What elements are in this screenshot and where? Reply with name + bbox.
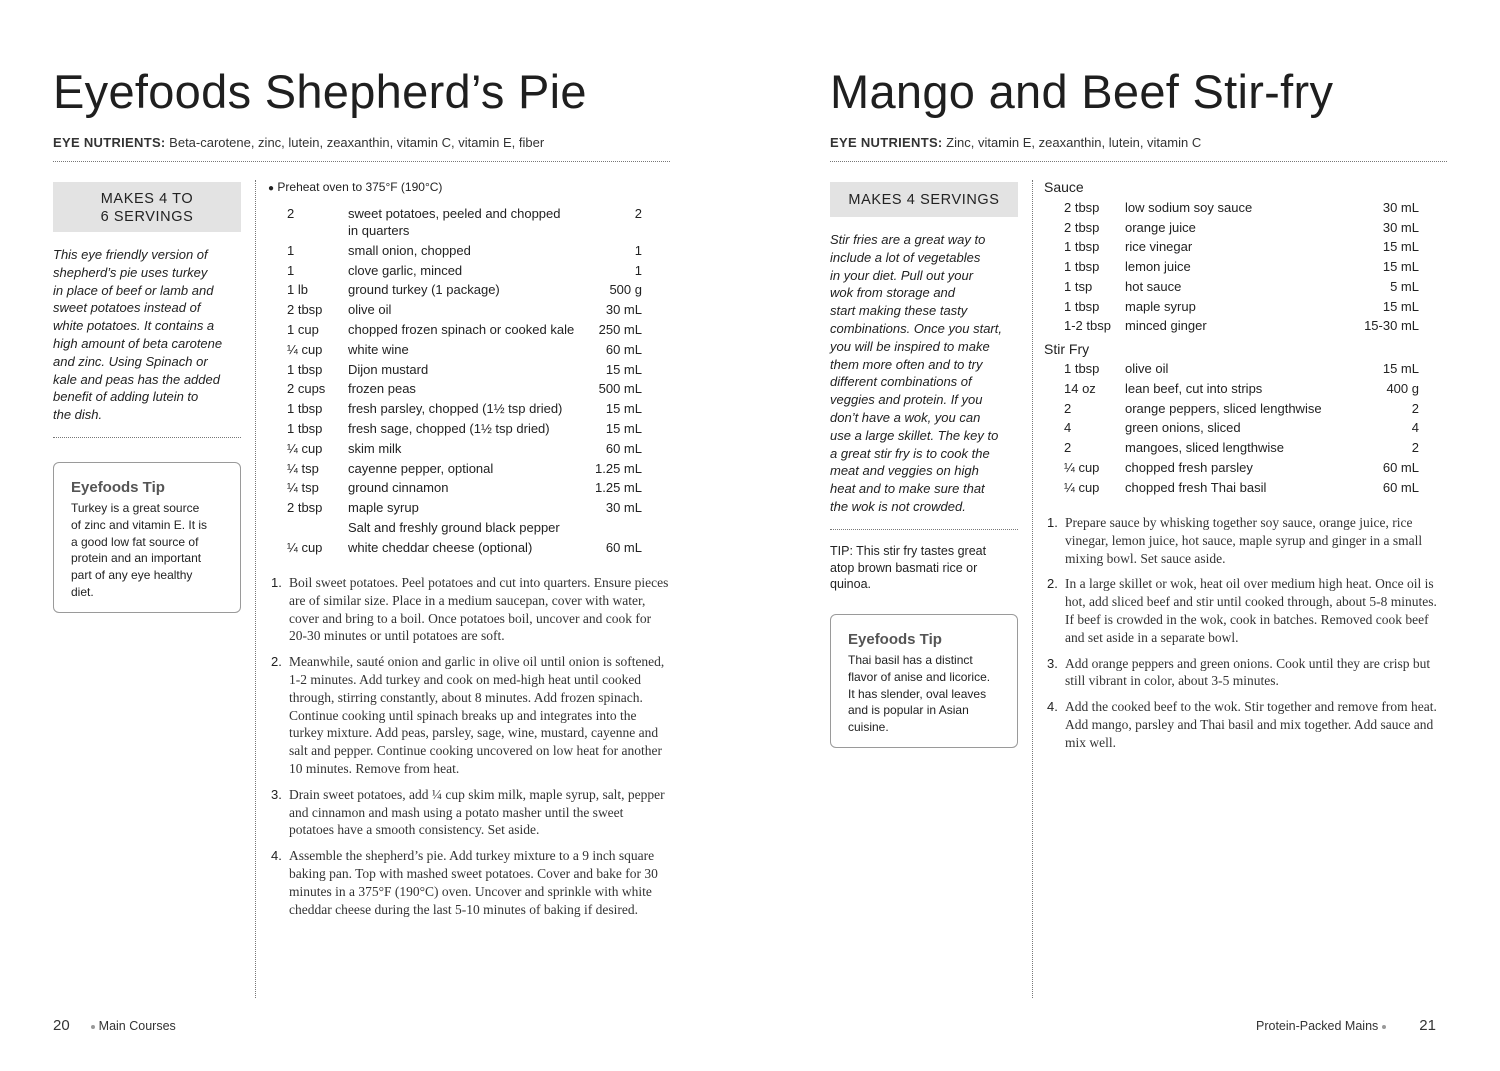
tip-line bbox=[830, 576, 1020, 593]
column-divider bbox=[1032, 180, 1033, 998]
tip-line: of zinc and vitamin E. It is bbox=[71, 517, 208, 532]
ingredient-row bbox=[287, 480, 642, 500]
eye-nutrients-label: EYE NUTRIENTS: bbox=[53, 135, 166, 150]
tip-line: diet. bbox=[71, 584, 94, 599]
tip-line bbox=[830, 560, 1020, 577]
tip-line: cuisine. bbox=[848, 720, 889, 735]
page-footer bbox=[53, 1017, 176, 1034]
bullet-icon bbox=[1382, 1025, 1386, 1029]
servings-line: 6 SERVINGS bbox=[100, 209, 194, 225]
ingredient-metric: 15 mL bbox=[1382, 361, 1419, 376]
divider bbox=[830, 161, 1447, 162]
bullet-icon bbox=[91, 1025, 95, 1029]
ingredient-quantity: 14 oz bbox=[1064, 380, 1096, 396]
intro-line: use a large skillet. The key to bbox=[830, 427, 999, 443]
sauce-heading: Sauce bbox=[1044, 179, 1084, 195]
step-text: Boil sweet potatoes. Peel potatoes and cut into quarters. Ensure pieces are of similar size. Place in a medium saucepan, cover with water, cover and bring to a boil. Once potatoes boil, uncover and cook for 20-30 minutes or until potatoes are soft. bbox=[289, 575, 669, 644]
ingredient-metric: 60 mL bbox=[1382, 479, 1419, 495]
method-step bbox=[271, 847, 671, 918]
ingredient-name: small onion, chopped bbox=[348, 242, 471, 258]
intro-line: include a lot of vegetables bbox=[830, 249, 981, 265]
recipe-intro bbox=[53, 246, 248, 424]
step-text: Assemble the shepherd’s pie. Add turkey mixture to a 9 inch square baking pan. Top with mashed sweet potatoes. Cover and bake for 30 minutes in a 375°F (190°C) oven. Uncover and sprinkle with white cheddar cheese during the last 5-10 minutes of baking if desired. bbox=[289, 848, 658, 917]
ingredient-row bbox=[287, 322, 642, 342]
recipe-title: Eyefoods Shepherd’s Pie bbox=[53, 65, 587, 118]
ingredient-quantity: 2 bbox=[1064, 400, 1072, 416]
ingredient-row bbox=[1064, 239, 1419, 259]
ingredient-name: white wine bbox=[348, 341, 409, 357]
servings-line: MAKES 4 SERVINGS bbox=[848, 192, 1000, 208]
tip-text bbox=[71, 500, 207, 601]
ingredient-metric: 30 mL bbox=[605, 302, 642, 318]
ingredient-quantity: 1 bbox=[287, 262, 295, 278]
intro-line: different combinations of bbox=[830, 374, 972, 390]
intro-line: don’t have a wok, you can bbox=[830, 409, 981, 425]
ingredient-name: white cheddar cheese (optional) bbox=[348, 539, 533, 555]
ingredient-row bbox=[287, 401, 642, 421]
ingredient-name: chopped fresh Thai basil bbox=[1125, 479, 1267, 495]
ingredient-quantity: ¼ cup bbox=[1064, 479, 1100, 495]
ingredient-quantity: 1 tbsp bbox=[287, 361, 323, 377]
intro-line: veggies and protein. If you bbox=[830, 392, 983, 408]
method-step bbox=[1047, 575, 1447, 646]
intro-line: a great stir fry is to cook the bbox=[830, 445, 990, 461]
method-step bbox=[271, 574, 671, 645]
intro-line: combinations. Once you start, bbox=[830, 320, 1002, 336]
ingredient-quantity: 2 cups bbox=[287, 381, 326, 397]
ingredient-quantity: 1 tbsp bbox=[1064, 361, 1100, 376]
ingredient-quantity: 2 tbsp bbox=[287, 302, 323, 318]
ingredient-name: olive oil bbox=[1125, 361, 1169, 376]
step-number: 1. bbox=[1047, 515, 1058, 530]
ingredient-name: chopped fresh parsley bbox=[1125, 460, 1253, 475]
ingredient-name: minced ginger bbox=[1125, 318, 1207, 334]
preheat-text: Preheat oven to 375°F (190°C) bbox=[277, 180, 443, 194]
tip-line: protein and an important bbox=[71, 551, 202, 566]
preheat-note: ● Preheat oven to 375°F (190°C) bbox=[268, 180, 443, 194]
step-text: Prepare sauce by whisking together soy sauce, orange juice, rice vinegar, lemon juice, hot sauce, maple syrup and ginger in a small mixing bowl. Set sauce aside. bbox=[1065, 515, 1423, 566]
ingredient-name: cayenne pepper, optional bbox=[348, 460, 494, 476]
tip-line: It has slender, oval leaves bbox=[848, 686, 987, 701]
ingredient-name: frozen peas bbox=[348, 381, 416, 397]
ingredient-metric: 15 mL bbox=[1382, 259, 1419, 275]
ingredient-row bbox=[1064, 361, 1419, 381]
recipe-intro bbox=[830, 231, 1025, 516]
ingredient-metric: 15-30 mL bbox=[1364, 318, 1419, 334]
eye-nutrients-list: Zinc, vitamin E, zeaxanthin, lutein, vitamin C bbox=[946, 135, 1202, 150]
ingredient-quantity: ¼ cup bbox=[287, 440, 323, 456]
ingredient-name: Salt and freshly ground black pepper bbox=[348, 520, 560, 535]
intro-line: shepherd’s pie uses turkey bbox=[53, 264, 208, 280]
method-step bbox=[271, 786, 671, 839]
ingredient-quantity: 2 tbsp bbox=[1064, 200, 1100, 215]
ingredient-name: lemon juice bbox=[1125, 259, 1191, 275]
page-number: 21 bbox=[1419, 1017, 1436, 1034]
ingredient-metric: 1.25 mL bbox=[595, 480, 642, 496]
ingredient-row bbox=[287, 263, 642, 283]
ingredient-quantity: 1 tbsp bbox=[1064, 259, 1100, 275]
tip-line: Turkey is a great source bbox=[71, 501, 200, 515]
recipe-title: Mango and Beef Stir-fry bbox=[830, 65, 1334, 118]
step-text: Add the cooked beef to the wok. Stir together and remove from heat. Add mango, parsley and Thai basil and mix together. Add sauce and mix well. bbox=[1065, 699, 1437, 750]
ingredient-name-continued: in quarters bbox=[348, 223, 410, 238]
ingredient-metric: 4 bbox=[1411, 420, 1419, 436]
ingredient-name: ground turkey (1 package) bbox=[348, 282, 500, 298]
ingredient-name: maple syrup bbox=[1125, 298, 1196, 314]
right-page bbox=[750, 0, 1500, 1071]
tip-text bbox=[848, 652, 990, 736]
eyefoods-tip-box bbox=[830, 614, 1018, 748]
ingredient-row bbox=[1064, 401, 1419, 421]
ingredient-row bbox=[287, 206, 642, 238]
tip-title: Eyefoods Tip bbox=[71, 479, 165, 496]
ingredient-name: clove garlic, minced bbox=[348, 262, 463, 278]
serving-tip bbox=[830, 543, 1020, 593]
intro-line: This eye friendly version of bbox=[53, 247, 208, 262]
intro-line: Stir fries are a great way to bbox=[830, 232, 986, 247]
divider bbox=[53, 437, 241, 438]
ingredient-row bbox=[1064, 259, 1419, 279]
ingredient-metric: 400 g bbox=[1386, 380, 1419, 396]
ingredient-row bbox=[1064, 299, 1419, 319]
ingredient-quantity: ¼ cup bbox=[287, 341, 323, 357]
ingredient-row bbox=[287, 500, 642, 520]
method-step bbox=[271, 653, 671, 778]
step-text: Meanwhile, sauté onion and garlic in olive oil until onion is softened, 1-2 minutes. Add turkey and cook on med-high heat until cooked through, stirring constantly, about 8 minutes. Add frozen spinach. Continue cooking until spinach breaks up and integrates into the turkey mixture. Add peas, parsley, sage, wine, mustard, cayenne and salt and pepper. Continue cooking uncovered on low heat for another 10 minutes. Remove from heat. bbox=[289, 654, 665, 776]
column-divider bbox=[255, 180, 256, 998]
divider bbox=[53, 161, 670, 162]
intro-line: meat and veggies on high bbox=[830, 463, 979, 479]
intro-line: kale and peas has the added bbox=[53, 371, 220, 387]
tip-line bbox=[830, 543, 1020, 560]
ingredient-row bbox=[287, 381, 642, 401]
ingredient-quantity: 1 tbsp bbox=[287, 401, 323, 417]
ingredient-row bbox=[287, 362, 642, 382]
tip-text: This stir fry tastes great bbox=[856, 544, 987, 558]
ingredient-metric: 1 bbox=[634, 262, 642, 278]
servings-badge bbox=[53, 182, 241, 232]
ingredient-metric: 15 mL bbox=[605, 401, 642, 417]
tip-text: quinoa. bbox=[830, 577, 872, 591]
intro-line: the dish. bbox=[53, 407, 103, 423]
ingredient-quantity: 4 bbox=[1064, 420, 1072, 436]
step-number: 4. bbox=[271, 848, 282, 864]
step-text: In a large skillet or wok, heat oil over medium high heat. Once oil is hot, add sliced beef and stir until cooked through, about 5-8 minutes. If beef is crowded in the wok, cook in batches. Removed cook beef and set aside in a separate bowl. bbox=[1065, 576, 1437, 645]
intro-line: and zinc. Using Spinach or bbox=[53, 353, 208, 369]
ingredient-metric: 5 mL bbox=[1390, 278, 1419, 294]
ingredient-row bbox=[1064, 318, 1419, 338]
ingredient-metric: 60 mL bbox=[605, 440, 642, 456]
ingredient-quantity: 1 cup bbox=[287, 322, 319, 337]
ingredient-row bbox=[287, 520, 642, 540]
ingredient-quantity: 2 tbsp bbox=[287, 500, 323, 516]
ingredient-metric: 1.25 mL bbox=[595, 460, 642, 476]
method-steps bbox=[271, 574, 671, 926]
ingredient-quantity: 1 tsp bbox=[1064, 278, 1093, 294]
ingredient-metric: 500 mL bbox=[598, 381, 642, 397]
ingredient-metric: 500 g bbox=[609, 282, 642, 298]
ingredient-quantity: ¼ tsp bbox=[287, 480, 319, 496]
ingredient-row bbox=[1064, 460, 1419, 480]
tip-line: Thai basil has a distinct bbox=[848, 653, 973, 667]
ingredient-metric: 30 mL bbox=[1382, 219, 1419, 235]
intro-line: start making these tasty bbox=[830, 303, 968, 319]
tip-line: a good low fat source of bbox=[71, 534, 199, 549]
ingredient-metric: 250 mL bbox=[598, 322, 642, 337]
ingredient-metric: 30 mL bbox=[605, 500, 642, 516]
intro-line: in your diet. Pull out your bbox=[830, 267, 974, 283]
step-number: 3. bbox=[271, 786, 282, 802]
step-number: 2. bbox=[1047, 576, 1058, 592]
step-text: Add orange peppers and green onions. Cook until they are crisp but still vibrant in color, about 3-5 minutes. bbox=[1065, 655, 1431, 689]
intro-line: wok from storage and bbox=[830, 285, 956, 301]
ingredient-quantity: 1-2 tbsp bbox=[1064, 318, 1111, 334]
step-number: 2. bbox=[271, 654, 282, 670]
ingredient-metric: 30 mL bbox=[1382, 200, 1419, 215]
ingredient-name: orange peppers, sliced lengthwise bbox=[1125, 400, 1322, 416]
ingredient-row bbox=[1064, 440, 1419, 460]
intro-line: white potatoes. It contains a bbox=[53, 318, 215, 334]
ingredient-metric: 60 mL bbox=[605, 539, 642, 555]
intro-line: heat and to make sure that bbox=[830, 481, 985, 497]
intro-line: you will be inspired to make bbox=[830, 338, 990, 354]
ingredient-quantity: ¼ cup bbox=[287, 539, 323, 555]
ingredient-quantity: 1 tbsp bbox=[1064, 239, 1100, 255]
ingredient-row bbox=[287, 282, 642, 302]
ingredient-name: lean beef, cut into strips bbox=[1125, 380, 1263, 396]
ingredient-name: ground cinnamon bbox=[348, 480, 449, 496]
ingredient-quantity: 2 bbox=[1064, 440, 1072, 456]
ingredient-name: rice vinegar bbox=[1125, 239, 1193, 255]
servings-badge bbox=[830, 182, 1018, 217]
method-step bbox=[1047, 514, 1447, 567]
ingredient-metric: 2 bbox=[1411, 400, 1419, 416]
ingredient-quantity: 1 lb bbox=[287, 282, 308, 298]
ingredient-row bbox=[1064, 200, 1419, 220]
page-number: 20 bbox=[53, 1017, 70, 1034]
tip-text: atop brown basmati rice or bbox=[830, 560, 978, 575]
tip-line: flavor of anise and licorice. bbox=[848, 669, 991, 684]
tip-line: and is popular in Asian bbox=[848, 703, 969, 718]
ingredient-row bbox=[287, 461, 642, 481]
eye-nutrients bbox=[53, 135, 544, 150]
eyefoods-tip-box bbox=[53, 462, 241, 613]
ingredient-metric: 60 mL bbox=[1382, 460, 1419, 475]
ingredient-name: maple syrup bbox=[348, 500, 419, 516]
ingredient-name: chopped frozen spinach or cooked kale bbox=[348, 322, 575, 337]
intro-line: benefit of adding lutein to bbox=[53, 389, 199, 405]
ingredient-name: mangoes, sliced lengthwise bbox=[1125, 440, 1284, 456]
ingredient-metric: 60 mL bbox=[605, 341, 642, 357]
page-footer bbox=[1256, 1017, 1436, 1034]
intro-line: the wok is not crowded. bbox=[830, 498, 966, 514]
ingredient-name: orange juice bbox=[1125, 219, 1196, 235]
step-text: Drain sweet potatoes, add ¼ cup skim milk, maple syrup, salt, pepper and cinnamon and mash using a potato masher until the sweet potatoes have a smooth consistency. Set aside. bbox=[289, 786, 665, 838]
ingredient-quantity: 1 tbsp bbox=[287, 421, 323, 436]
ingredient-quantity: 2 bbox=[287, 206, 295, 221]
ingredient-row bbox=[1064, 480, 1419, 500]
ingredient-row bbox=[1064, 279, 1419, 299]
ingredient-metric: 1 bbox=[634, 242, 642, 258]
servings-line: MAKES 4 TO bbox=[100, 191, 194, 207]
ingredient-name: fresh parsley, chopped (1½ tsp dried) bbox=[348, 401, 563, 417]
ingredient-row bbox=[287, 540, 642, 560]
intro-line: them more often and to try bbox=[830, 356, 983, 372]
step-number: 1. bbox=[271, 575, 282, 590]
method-step bbox=[1047, 698, 1447, 751]
ingredient-name: hot sauce bbox=[1125, 278, 1182, 294]
ingredient-metric: 15 mL bbox=[605, 421, 642, 436]
ingredient-name: skim milk bbox=[348, 440, 402, 456]
ingredient-metric: 2 bbox=[634, 206, 642, 221]
intro-line: in place of beef or lamb and bbox=[53, 282, 214, 298]
ingredient-row bbox=[287, 243, 642, 263]
ingredient-row bbox=[287, 441, 642, 461]
section-name: Main Courses bbox=[98, 1019, 176, 1033]
step-number: 3. bbox=[1047, 655, 1058, 671]
ingredient-quantity: ¼ tsp bbox=[287, 460, 319, 476]
ingredient-name: fresh sage, chopped (1½ tsp dried) bbox=[348, 421, 550, 436]
section-name: Protein-Packed Mains bbox=[1256, 1019, 1379, 1033]
ingredient-name: sweet potatoes, peeled and chopped bbox=[348, 206, 561, 221]
intro-line: sweet potatoes instead of bbox=[53, 300, 201, 316]
ingredient-name: low sodium soy sauce bbox=[1125, 200, 1253, 215]
ingredient-name: olive oil bbox=[348, 302, 392, 318]
stir-fry-heading: Stir Fry bbox=[1044, 341, 1090, 357]
eye-nutrients bbox=[830, 135, 1201, 150]
ingredient-row bbox=[287, 421, 642, 441]
ingredient-metric: 15 mL bbox=[1382, 239, 1419, 255]
tip-title: Eyefoods Tip bbox=[848, 631, 942, 648]
ingredient-name: Dijon mustard bbox=[348, 361, 429, 377]
ingredient-row bbox=[1064, 220, 1419, 240]
ingredient-quantity: 1 tbsp bbox=[1064, 298, 1100, 314]
ingredient-metric: 15 mL bbox=[1382, 298, 1419, 314]
divider bbox=[830, 529, 1018, 530]
ingredient-metric: 2 bbox=[1411, 440, 1419, 456]
eye-nutrients-list: Beta-carotene, zinc, lutein, zeaxanthin, vitamin C, vitamin E, fiber bbox=[169, 135, 545, 150]
tip-line: part of any eye healthy bbox=[71, 568, 193, 583]
ingredient-quantity: 2 tbsp bbox=[1064, 219, 1100, 235]
ingredient-quantity: 1 bbox=[287, 242, 295, 258]
ingredient-row bbox=[287, 342, 642, 362]
ingredient-name: green onions, sliced bbox=[1125, 420, 1241, 436]
eye-nutrients-label: EYE NUTRIENTS: bbox=[830, 135, 943, 150]
ingredient-row bbox=[287, 302, 642, 322]
ingredient-row bbox=[1064, 420, 1419, 440]
tip-label: TIP: bbox=[830, 544, 857, 558]
ingredient-quantity: ¼ cup bbox=[1064, 460, 1100, 475]
ingredient-row bbox=[1064, 381, 1419, 401]
intro-line: high amount of beta carotene bbox=[53, 335, 223, 351]
method-steps bbox=[1047, 514, 1447, 760]
method-step bbox=[1047, 655, 1447, 691]
ingredient-metric: 15 mL bbox=[605, 361, 642, 377]
step-number: 4. bbox=[1047, 699, 1058, 715]
